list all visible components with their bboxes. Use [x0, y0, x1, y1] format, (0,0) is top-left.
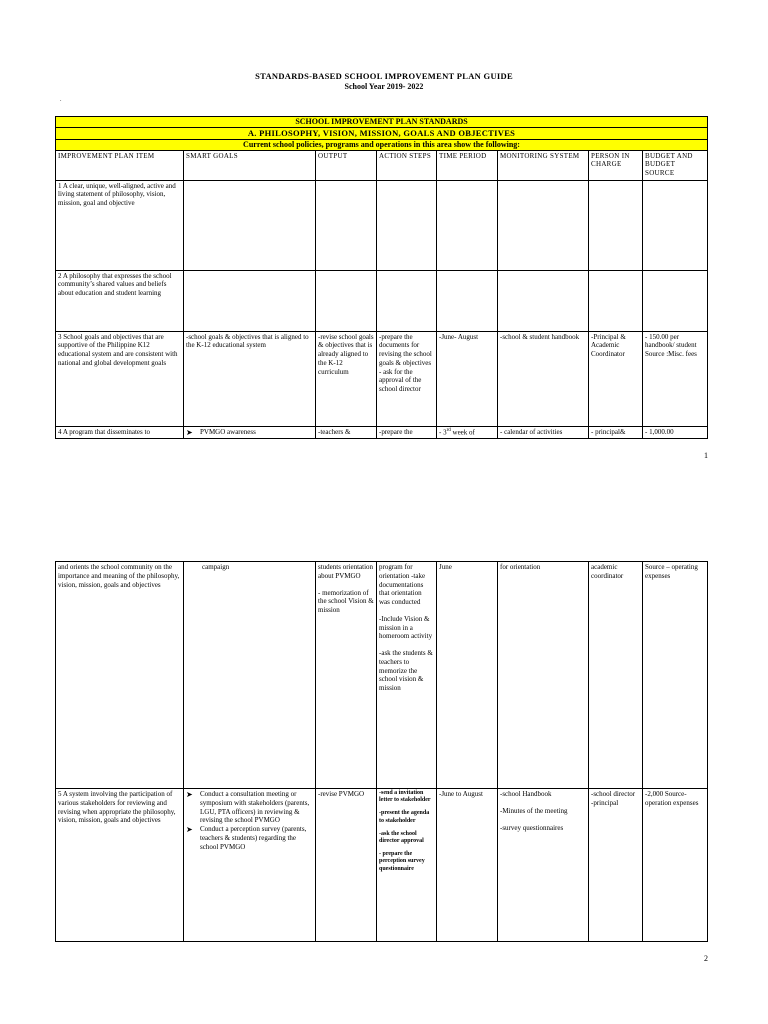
item-cell: and orients the school community on the importance and meaning of the philosophy, vision, mission, goals and objectives — [56, 562, 184, 789]
time-text: week of — [450, 427, 475, 436]
item-cell: 1 A clear, unique, well-aligned, active and living statement of philosophy, vision, mission, goal and objective — [56, 180, 184, 270]
person-cell: - principal& — [589, 426, 643, 438]
action-cell — [377, 789, 437, 942]
action-step: - prepare the perception survey questionnaire — [379, 851, 425, 872]
monitor-cell: - calendar of activities — [498, 426, 589, 438]
arrowhead-bullet-icon: ➤ — [186, 790, 193, 799]
col-header-budget: BUDGET AND BUDGET SOURCE — [643, 150, 708, 180]
action-step: -send a invitation letter to stakeholder — [379, 790, 431, 804]
time-text: - 3 — [439, 427, 447, 436]
table-row — [56, 180, 708, 270]
budget-cell: - 1,000.00 — [643, 426, 708, 438]
item-cell: 4 A program that disseminates to — [56, 426, 184, 438]
ordinal-suffix: rd — [446, 427, 451, 433]
smart-goal-cell — [184, 789, 316, 942]
goal-text: Conduct a perception survey (parents, teachers & students) regarding the school PVMGO — [200, 825, 307, 851]
monitor-cell: for orientation — [498, 562, 589, 789]
output-text: - memorization of the school Vision & mission — [318, 588, 374, 614]
action-step: -ask the students & teachers to memorize the school vision & mission — [379, 649, 433, 692]
output-cell: -revise PVMGO — [316, 789, 377, 942]
col-header-person: PERSON IN CHARGE — [589, 150, 643, 180]
action-cell — [377, 331, 437, 426]
output-cell: -revise school goals & objectives that is already aligned to the K-12 curriculum — [316, 331, 377, 426]
person-cell — [589, 789, 643, 942]
output-cell — [316, 562, 377, 789]
action-step: -Include Vision & mission in a homeroom activity — [379, 614, 433, 641]
budget-cell: -2,000 Source- operation expenses — [643, 789, 708, 942]
col-header-smart-goals: SMART GOALS — [184, 150, 316, 180]
monitor-text: -school Handbook — [500, 790, 552, 798]
monitor-text: -survey questionnaires — [500, 823, 564, 832]
smart-goal-cell: -school goals & objectives that is aligned to the K-12 educational system — [184, 331, 316, 426]
person-cell: -Principal & Academic Coordinator — [589, 331, 643, 426]
arrowhead-bullet-icon: ➤ — [186, 825, 193, 834]
action-cell — [377, 562, 437, 789]
person-text: -school director — [591, 790, 636, 798]
person-cell: academic coordinator — [589, 562, 643, 789]
plan-table-page1 — [55, 116, 708, 439]
goal-text: PVMGO awareness — [200, 427, 256, 436]
action-step: -prepare the documents for revising the school goals & objectives — [379, 332, 432, 367]
banner-section-a: A. PHILOSOPHY, VISION, MISSION, GOALS AND OBJECTIVES — [56, 128, 708, 140]
monitor-cell: -school & student handbook — [498, 331, 589, 426]
monitor-cell — [498, 789, 589, 942]
smart-goal-cell — [184, 426, 316, 438]
school-year: School Year 2019- 2022 — [344, 82, 424, 91]
time-cell: -June- August — [437, 331, 498, 426]
monitor-text: -Minutes of the meeting — [500, 806, 568, 815]
time-cell — [437, 426, 498, 438]
output-text: students orientation about PVMGO — [318, 563, 374, 580]
action-step: -ask the school director approval — [379, 830, 424, 844]
action-step: - ask for the approval of the school director — [379, 367, 422, 394]
arrowhead-bullet-icon: ➤ — [186, 427, 193, 437]
item-cell: 5 A system involving the participation of various stakeholders for reviewing and revising when appropriate the philosophy, vision, mission, goals and objectives — [56, 789, 184, 942]
time-cell: -June to August — [437, 789, 498, 942]
col-header-item: IMPROVEMENT PLAN ITEM — [56, 150, 184, 180]
output-cell: -teachers & — [316, 426, 377, 438]
page-number: 1 — [704, 451, 708, 460]
goal-text: Conduct a consultation meeting or symposium with stakeholders (parents, LGU, PTA officers) in reviewing & revising the school PVMGO — [200, 790, 310, 825]
table-row — [56, 789, 708, 942]
plan-table-page2 — [55, 561, 708, 942]
smart-goal-cell — [184, 562, 316, 789]
col-header-time-period: TIME PERIOD — [437, 150, 498, 180]
banner-current-policies: Current school policies, programs and operations in this area show the following: — [56, 139, 708, 150]
banner-standards: SCHOOL IMPROVEMENT PLAN STANDARDS — [56, 117, 708, 128]
col-header-action-steps: ACTION STEPS — [377, 150, 437, 180]
goal-text: campaign — [202, 563, 230, 571]
item-cell: 2 A philosophy that expresses the school community’s shared values and beliefs about education and student learning — [56, 270, 184, 331]
page-number: 2 — [704, 954, 708, 963]
col-header-output: OUTPUT — [316, 150, 377, 180]
table-row — [56, 562, 708, 789]
action-step: -present the agenda to stakeholder — [379, 810, 430, 824]
budget-cell: Source – operating expenses — [643, 562, 708, 789]
budget-cell: - 150.00 per handbook/ student Source :Misc. fees — [643, 331, 708, 426]
col-header-monitoring: MONITORING SYSTEM — [498, 150, 589, 180]
action-cell: -prepare the — [377, 426, 437, 438]
item-cell: 3 School goals and objectives that are supportive of the Philippine K12 educational system and are consistent with national and global development goals — [56, 331, 184, 426]
document-title: STANDARDS-BASED SCHOOL IMPROVEMENT PLAN GUIDE — [255, 71, 513, 81]
table-row — [56, 331, 708, 426]
time-cell: June — [437, 562, 498, 789]
table-row — [56, 270, 708, 331]
table-row — [56, 426, 708, 438]
person-text: -principal — [591, 798, 619, 807]
action-step: program for orientation -take documentations that orientation was conducted — [379, 563, 426, 606]
stray-dot: . — [60, 97, 62, 103]
